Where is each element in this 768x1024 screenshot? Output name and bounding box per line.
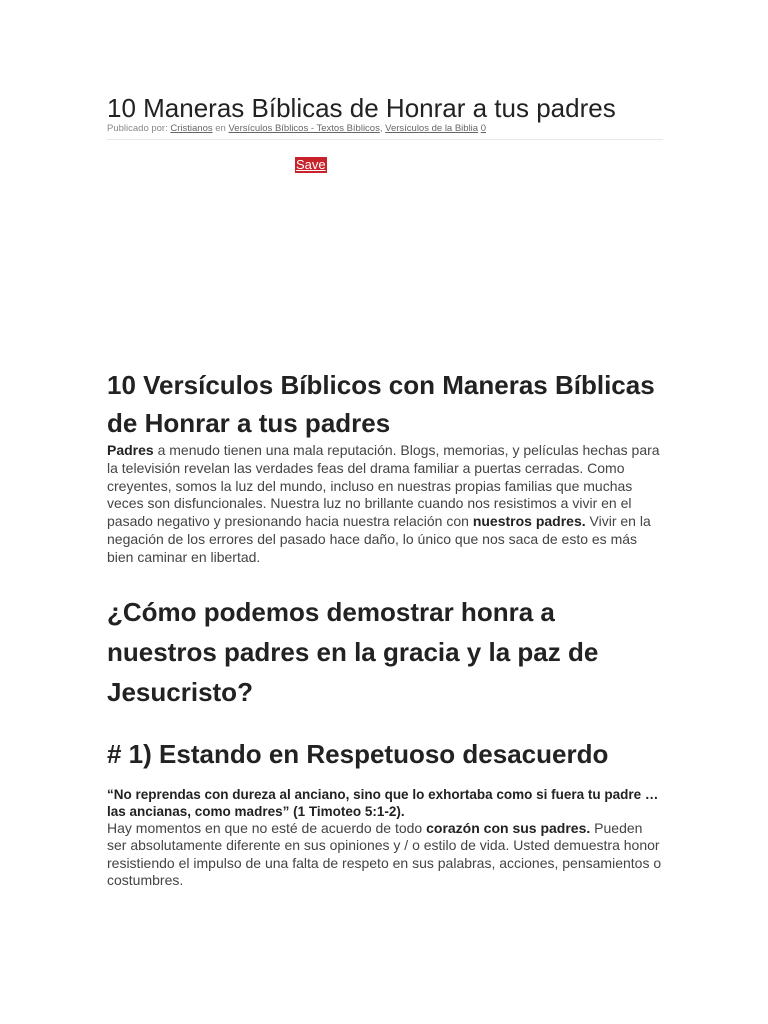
intro-bold-start: Padres [107,442,154,458]
author-link[interactable]: Cristianos [170,123,213,134]
intro-bold-mid: nuestros padres. [472,513,586,530]
post-title: 10 Maneras Bíblicas de Honrar a tus padres [107,93,616,123]
save-button[interactable]: Save [296,157,326,172]
title-divider [107,139,663,140]
meta-separator: , [379,123,383,134]
intro-text-1: a menudo tienen una mala reputación. Blogs, memorias, y películas hechas para la televisión revelan las verdades feas del drama familiar a puertas cerradas. Como creyentes, somos la luz del mundo, incluso en nuestras propias familias que muchas veces son disfuncionales. Nuestra luz no brillante cuando nos resistimos a vivir en el pasado negativo y presionando hacia nuestra relación con [107,442,660,530]
paragraph-2 [107,820,663,890]
article-heading-main: 10 Versículos Bíblicos con Maneras Bíblicas de Honrar a tus padres [107,370,655,438]
article-heading-point-1: # 1) Estando en Respetuoso desacuerdo [107,738,609,769]
post-meta [107,123,486,135]
category-link-2[interactable]: Versículos de la Biblia [385,123,479,134]
comments-count-link[interactable]: 0 [480,123,487,134]
paragraph-2-bold: corazón con sus padres. [426,819,591,836]
paragraph-2-text-1: Hay momentos en que no esté de acuerdo de todo [107,819,427,836]
paragraph-2-text-2: Pueden ser absolutamente diferente en sus opiniones y / o estilo de vida. Usted demuestra honor resistiendo el impulso de una falta de respeto en sus palabras, acciones, pensamientos o costumbres. [107,819,662,889]
intro-text-2: Vivir en la negación de los errores del pasado hace daño, lo único que nos saca de esto es más bien caminar en libertad. [107,513,651,565]
intro-paragraph [107,442,663,567]
category-link-1[interactable]: Versículos Bíblicos - Textos Bíblicos [228,123,380,134]
published-by-label: Publicado por: [107,123,168,134]
article-body [107,366,663,890]
meta-in-word: en [215,123,226,134]
article-heading-question: ¿Cómo podemos demostrar honra a nuestros padres en la gracia y la paz de Jesucristo? [107,596,599,707]
bible-quote: “No reprendas con dureza al anciano, sino que lo exhortaba como si fuera tu padre … las ancianas, como madres” (1 Timoteo 5:1-2). [107,786,659,819]
